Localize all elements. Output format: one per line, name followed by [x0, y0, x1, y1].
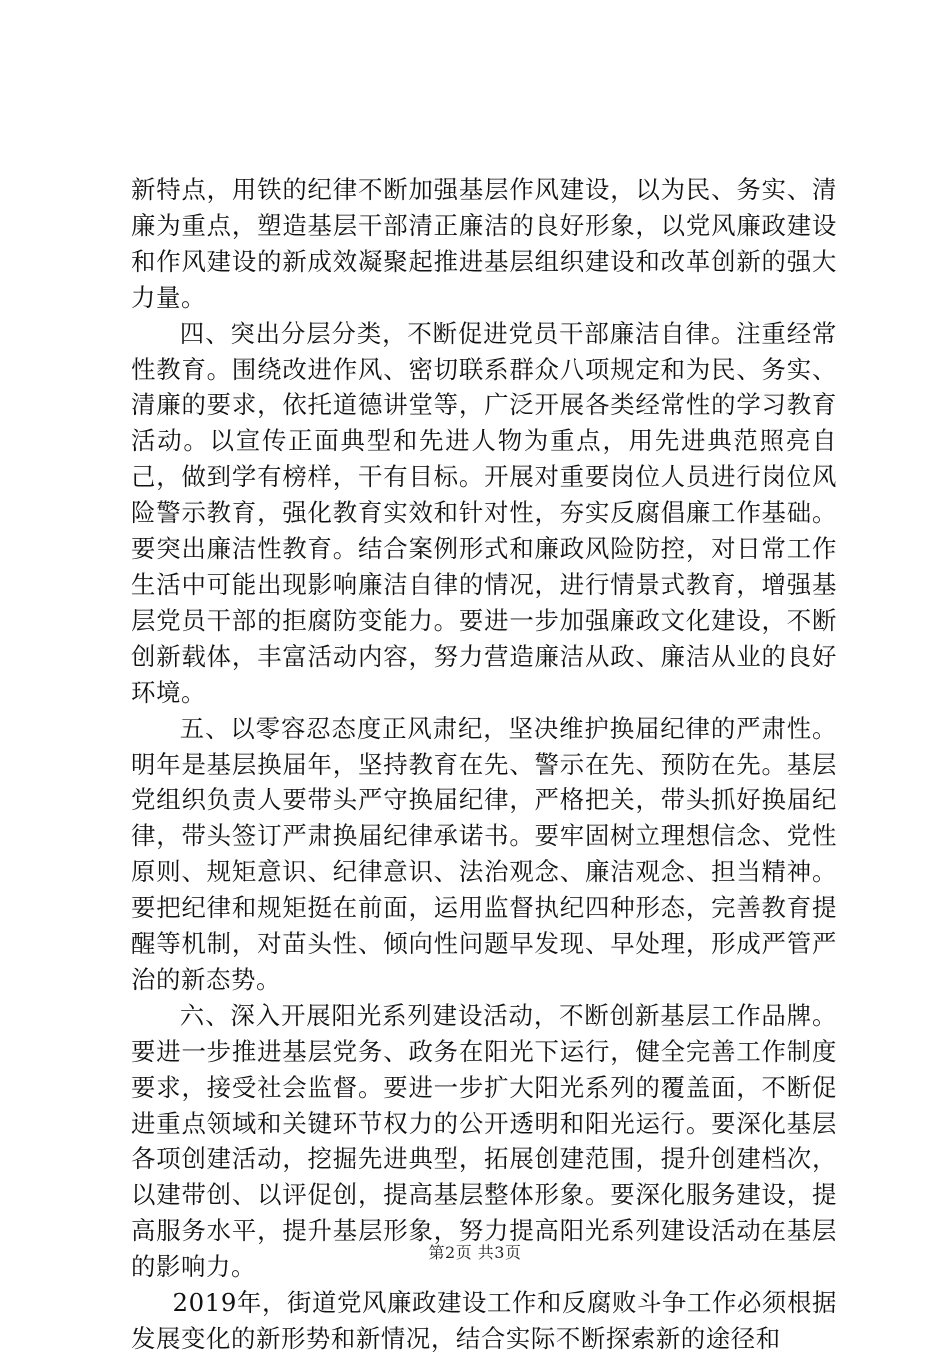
- paragraph-year-summary: 2019年，街道党风廉政建设工作和反腐败斗争工作必须根据发展变化的新形势和新情况，结合实际不断探索新的途径和: [131, 1288, 837, 1353]
- document-body: [131, 172, 837, 1357]
- page-number-footer: 第2页 共3页: [428, 1243, 522, 1262]
- paragraph-continuation: 新特点，用铁的纪律不断加强基层作风建设，以为民、务实、清廉为重点，塑造基层干部清正廉洁的良好形象，以党风廉政建设和作风建设的新成效凝聚起推进基层组织建设和改革创新的强大力量。: [131, 175, 837, 312]
- paragraph-section-six: 六、深入开展阳光系列建设活动，不断创新基层工作品牌。要进一步推进基层党务、政务在阳光下运行，健全完善工作制度要求，接受社会监督。要进一步扩大阳光系列的覆盖面，不断促进重点领域和关键环节权力的公开透明和阳光运行。要深化基层各项创建活动，挖掘先进典型，拓展创建范围，提升创建档次，以建带创、以评促创，提高基层整体形象。要深化服务建设，提高服务水平，提升基层形象，努力提高阳光系列建设活动在基层的影响力。: [131, 1000, 837, 1282]
- paragraph-section-four: 四、突出分层分类，不断促进党员干部廉洁自律。注重经常性教育。围绕改进作风、密切联系群众八项规定和为民、务实、清廉的要求，依托道德讲堂等，广泛开展各类经常性的学习教育活动。以宣传正面典型和先进人物为重点，用先进典范照亮自己，做到学有榜样，干有目标。开展对重要岗位人员进行岗位风险警示教育，强化教育实效和针对性，夯实反腐倡廉工作基础。要突出廉洁性教育。结合案例形式和廉政风险防控，对日常工作生活中可能出现影响廉洁自律的情况，进行情景式教育，增强基层党员干部的拒腐防变能力。要进一步加强廉政文化建设，不断创新载体，丰富活动内容，努力营造廉洁从政、廉洁从业的良好环境。: [131, 318, 837, 707]
- paragraph-section-five: 五、以零容忍态度正风肃纪，坚决维护换届纪律的严肃性。明年是基层换届年，坚持教育在先、警示在先、预防在先。基层党组织负责人要带头严守换届纪律，严格把关，带头抓好换届纪律，带头签订严肃换届纪律承诺书。要牢固树立理想信念、党性原则、规矩意识、纪律意识、法治观念、廉洁观念、担当精神。要把纪律和规矩挺在前面，运用监督执纪四种形态，完善教育提醒等机制，对苗头性、倾向性问题早发现、早处理，形成严管严治的新态势。: [131, 713, 837, 994]
